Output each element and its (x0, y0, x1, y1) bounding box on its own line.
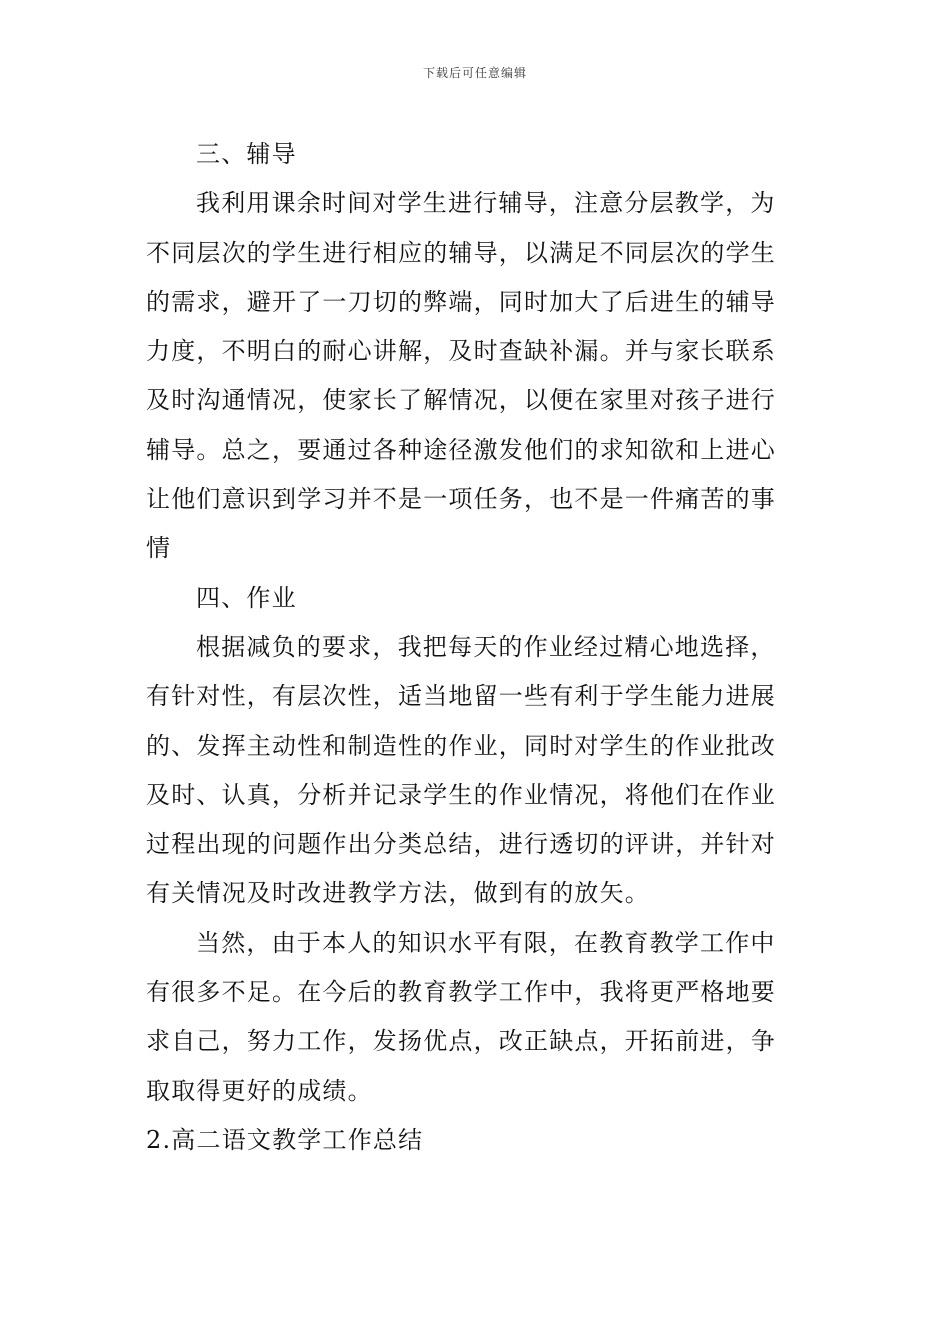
paragraph-line: 让他们意识到学习并不是一项任务，也不是一件痛苦的事 (146, 485, 776, 514)
paragraph-line: 取取得更好的成绩。 (146, 1076, 373, 1105)
paragraph-line: 的、发挥主动性和制造性的作业，同时对学生的作业批改 (146, 731, 776, 760)
paragraph-line: 不同层次的学生进行相应的辅导，以满足不同层次的学生 (146, 238, 776, 267)
paragraph-line: 及时沟通情况，使家长了解情况，以便在家里对孩子进行 (146, 386, 776, 415)
paragraph-line: 有关情况及时改进教学方法，做到有的放矢。 (146, 879, 650, 908)
paragraph-line: 的需求，避开了一刀切的弊端，同时加大了后进生的辅导 (146, 287, 776, 316)
paragraph-line: 及时、认真，分析并记录学生的作业情况，将他们在作业 (146, 780, 776, 809)
page-header: 下载后可任意编辑 (422, 66, 527, 80)
paragraph-line: 根据减负的要求，我把每天的作业经过精心地选择， (196, 632, 776, 661)
section-heading-tutoring: 三、辅导 (196, 140, 297, 168)
paragraph-line: 情 (146, 534, 172, 563)
paragraph-line: 辅导。总之，要通过各种途径激发他们的求知欲和上进心 (146, 435, 776, 464)
paragraph-line: 我利用课余时间对学生进行辅导，注意分层教学，为 (196, 189, 776, 218)
paragraph-line: 过程出现的问题作出分类总结，进行透切的评讲，并针对 (146, 830, 776, 859)
document-title-next: 2.高二语文教学工作总结 (146, 1125, 424, 1154)
paragraph-line: 有针对性，有层次性，适当地留一些有利于学生能力进展 (146, 682, 776, 711)
paragraph-line: 求自己，努力工作，发扬优点，改正缺点，开拓前进，争 (146, 1027, 776, 1056)
section-heading-homework: 四、作业 (196, 583, 297, 612)
document-body (146, 130, 808, 1165)
paragraph-line: 力度，不明白的耐心讲解，及时查缺补漏。并与家长联系 (146, 337, 776, 366)
paragraph-line: 有很多不足。在今后的教育教学工作中，我将更严格地要 (146, 978, 776, 1007)
paragraph-line: 当然，由于本人的知识水平有限，在教育教学工作中 (196, 928, 776, 957)
